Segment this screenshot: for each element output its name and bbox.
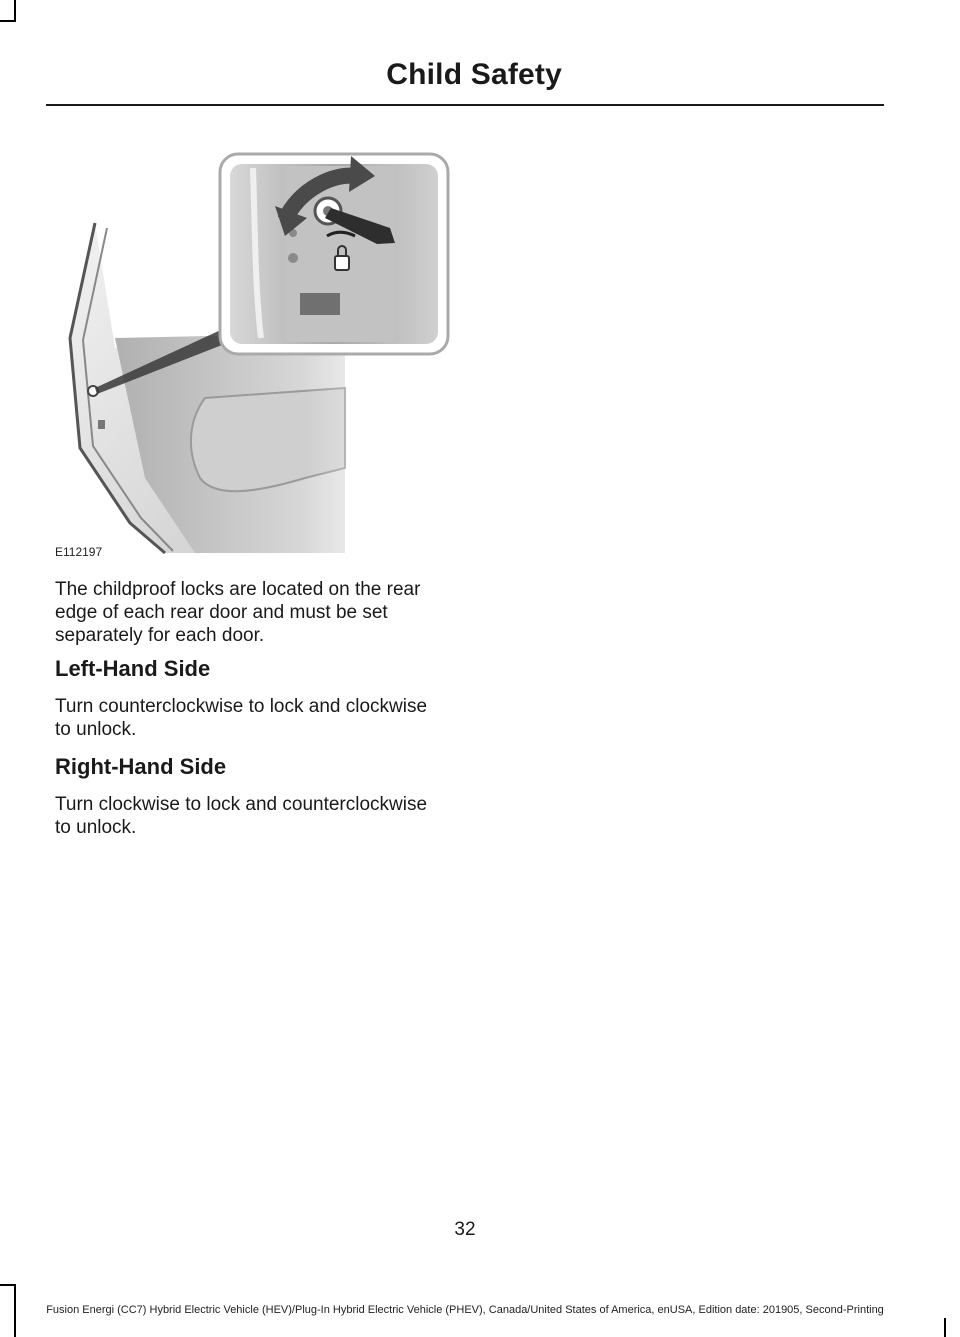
crop-mark-top-left-h bbox=[0, 20, 16, 22]
right-hand-side-text: Turn clockwise to lock and counterclockwise to unlock. bbox=[55, 794, 428, 838]
crop-mark-bottom-right-v bbox=[944, 1318, 946, 1337]
page-number: 32 bbox=[454, 1219, 476, 1240]
lock-closeup-inset bbox=[220, 154, 448, 354]
title-rule bbox=[46, 104, 884, 106]
intro-paragraph: The childproof locks are located on the rear edge of each rear door and must be set separately for each door. bbox=[55, 579, 421, 646]
footer-edition-text: Fusion Energi (CC7) Hybrid Electric Vehicle (HEV)/Plug-In Hybrid Electric Vehicle (PHEV), Canada/United States of America, enUSA, Edition date: 201905, Second-Printing bbox=[46, 1304, 884, 1316]
figure-code: E112197 bbox=[55, 545, 103, 559]
right-hand-side-heading: Right-Hand Side bbox=[55, 754, 227, 779]
crop-mark-top-left-v bbox=[14, 0, 16, 22]
left-hand-side-heading: Left-Hand Side bbox=[55, 656, 211, 681]
left-hand-side-text: Turn counterclockwise to lock and clockwise to unlock. bbox=[55, 696, 428, 740]
crop-mark-bottom-left-h bbox=[0, 1284, 16, 1286]
page-title: Child Safety bbox=[386, 58, 562, 91]
child-lock-figure bbox=[55, 148, 455, 562]
